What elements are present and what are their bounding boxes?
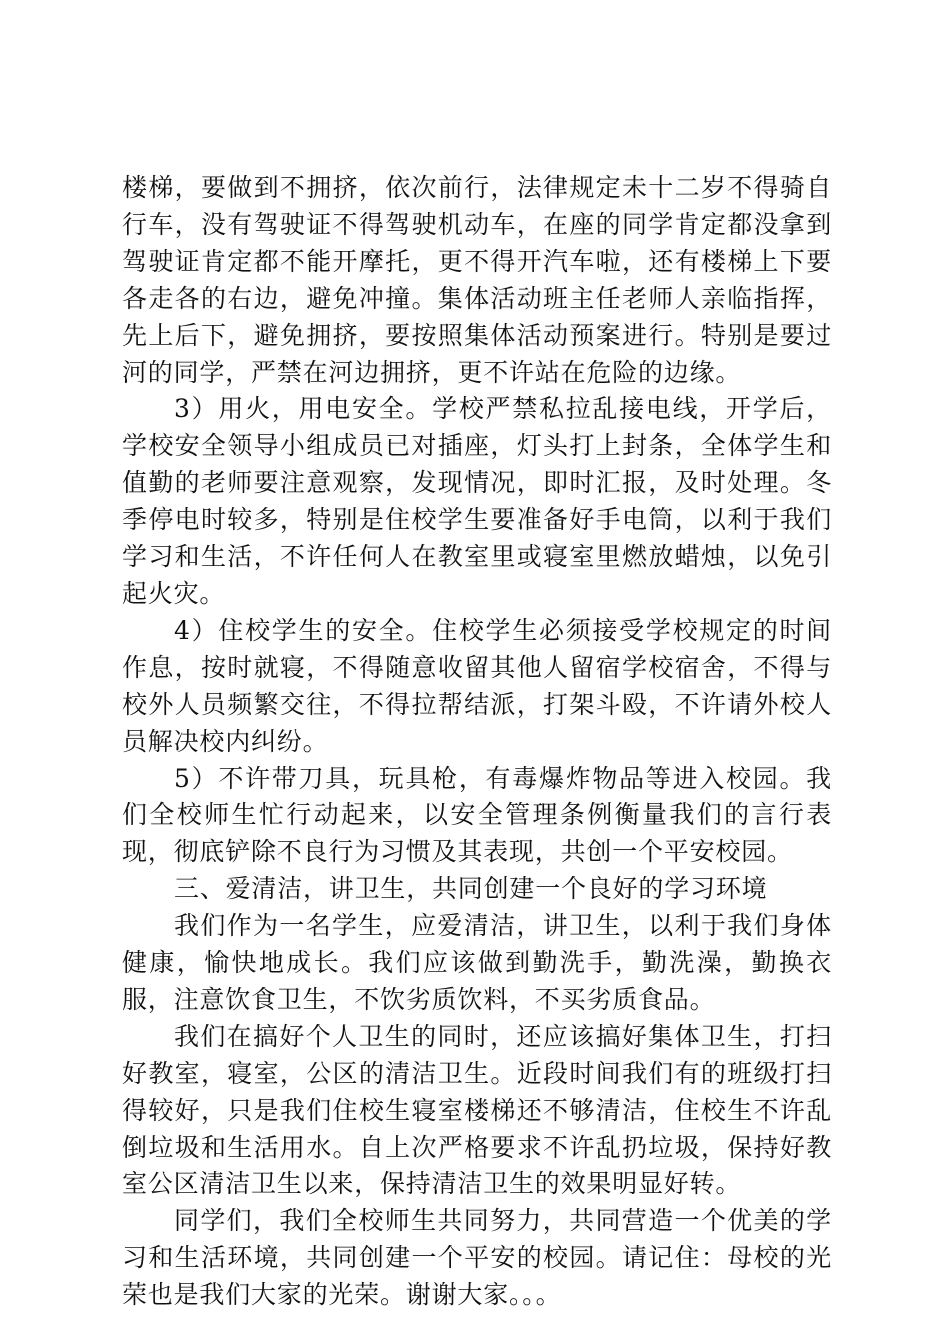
paragraph-fire-electricity: 3）用火，用电安全。学校严禁私拉乱接电线，开学后，学校安全领导小组成员已对插座，灯头打上封条，全体学生和值勤的老师要注意观察，发现情况，即时汇报，及时处理。冬季停电时较多，特别是住校学生要准备好手电筒，以利于我们学习和生活，不许任何人在教室里或寝室里燃放蜡烛，以免引起火灾。 — [122, 394, 832, 608]
section-heading-hygiene: 三、爱清洁，讲卫生，共同创建一个良好的学习环境 — [174, 874, 768, 904]
paragraph-stairs-traffic: 楼梯，要做到不拥挤，依次前行，法律规定未十二岁不得骑自行车，没有驾驶证不得驾驶机动车，在座的同学肯定都没拿到驾驶证肯定都不能开摩托，更不得开汽车啦，还有楼梯上下要各走各的右边，避免冲撞。集体活动班主任老师人亲临指挥，先上后下，避免拥挤，要按照集体活动预案进行。特别是要过河的同学，严禁在河边拥挤，更不许站在危险的边缘。 — [122, 173, 832, 387]
paragraph-prohibited-items: 5）不许带刀具，玩具枪，有毒爆炸物品等进入校园。我们全校师生忙行动起来，以安全管理条例衡量我们的言行表现，彻底铲除不良行为习惯及其表现，共创一个平安校园。 — [122, 763, 832, 867]
paragraph-boarding-students: 4）住校学生的安全。住校学生必须接受学校规定的时间作息，按时就寝，不得随意收留其他人留宿学校宿舍，不得与校外人员频繁交往，不得拉帮结派，打架斗殴，不许请外校人员解决校内纠纷。 — [122, 615, 832, 756]
paragraph-closing: 同学们，我们全校师生共同努力，共同营造一个优美的学习和生活环境，共同创建一个平安的校园。请记住：母校的光荣也是我们大家的光荣。谢谢大家。。。 — [122, 1206, 832, 1310]
document-body — [122, 170, 832, 1314]
paragraph-personal-hygiene: 我们作为一名学生，应爱清洁，讲卫生，以利于我们身体健康，愉快地成长。我们应该做到勤洗手，勤洗澡，勤换衣服，注意饮食卫生，不饮劣质饮料，不买劣质食品。 — [122, 911, 832, 1014]
paragraph-collective-hygiene: 我们在搞好个人卫生的同时，还应该搞好集体卫生，打扫好教室，寝室，公区的清洁卫生。近段时间我们有的班级打扫得较好，只是我们住校生寝室楼梯还不够清洁，住校生不许乱倒垃圾和生活用水。自上次严格要求不许乱扔垃圾，保持好教室公区清洁卫生以来，保持清洁卫生的效果明显好转。 — [122, 1021, 832, 1199]
